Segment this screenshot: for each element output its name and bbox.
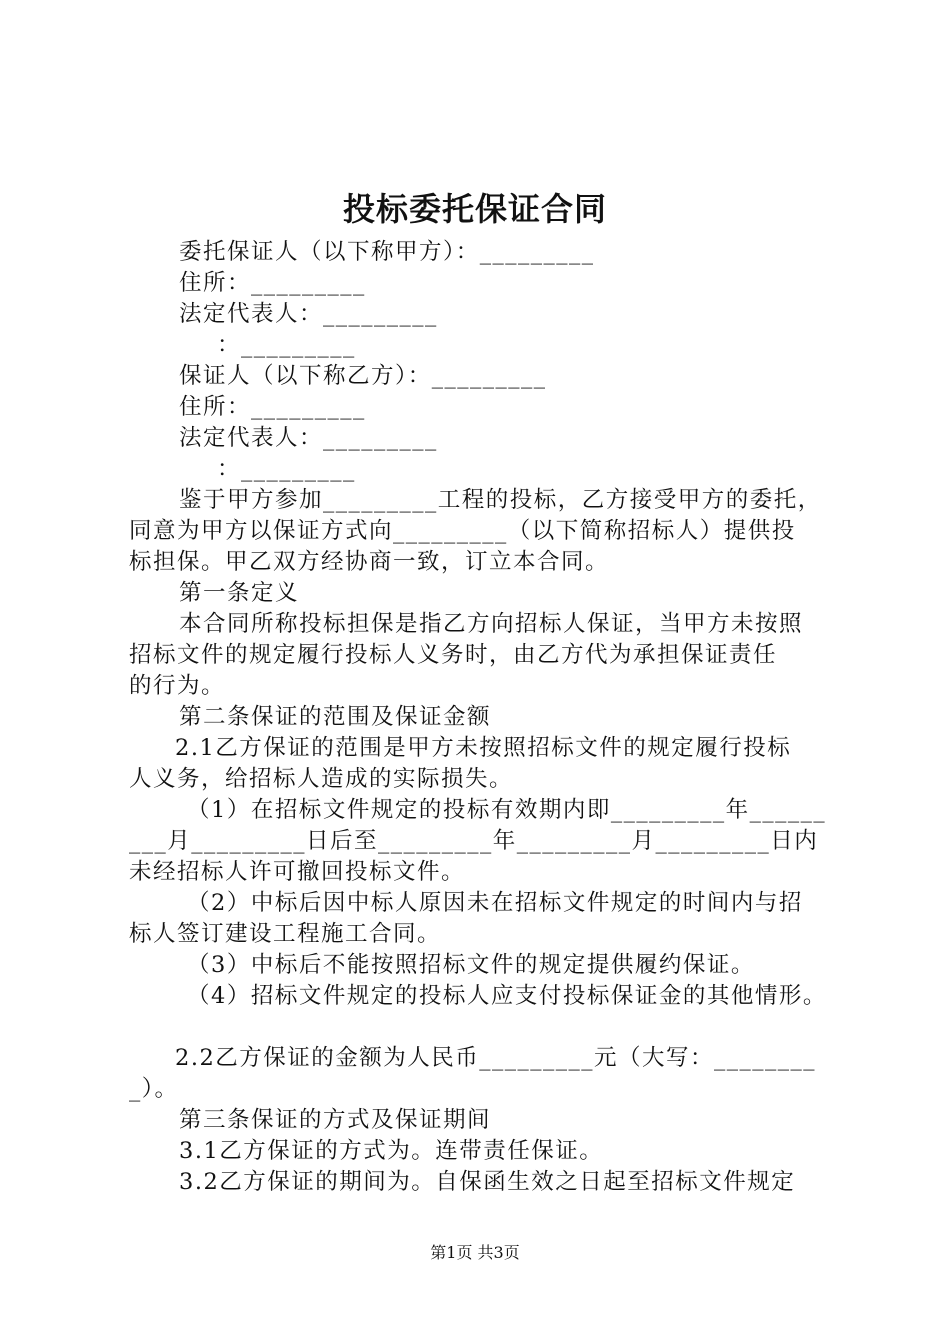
document-title: 投标委托保证合同: [342, 190, 607, 228]
clause-item-line: （3）中标后不能按照招标文件的规定提供履约保证。: [187, 952, 755, 978]
section-heading: 第三条保证的方式及保证期间: [179, 1107, 492, 1133]
blank-line: [129, 1012, 841, 1043]
paragraph-line: 同意为甲方以保证方式向_________（以下简称招标人）提供投: [129, 518, 796, 544]
guarantor-representative-line: 法定代表人：_________: [179, 425, 438, 451]
principal-address-line: 住所：_________: [179, 270, 366, 296]
guarantor-address-line: 住所：_________: [179, 394, 366, 420]
section-heading: 第二条保证的范围及保证金额: [179, 704, 492, 730]
clause-item-line: （2）中标后因中标人原因未在招标文件规定的时间内与招: [187, 890, 803, 916]
principal-representative-line: 法定代表人：_________: [179, 301, 438, 327]
page-number-footer: 第1页 共3页: [430, 1243, 520, 1262]
paragraph-line: _）。: [129, 1076, 179, 1102]
principal-extra-line: ：_________: [217, 332, 356, 358]
principal-line: 委托保证人（以下称甲方）：_________: [179, 239, 595, 265]
paragraph-line: ___月_________日后至_________年_________月_________日内: [129, 828, 819, 854]
guarantor-extra-line: ：_________: [217, 456, 356, 482]
paragraph-line: 人义务，给招标人造成的实际损失。: [129, 766, 514, 792]
clause-line: 3.2乙方保证的期间为。自保函生效之日起至招标文件规定: [179, 1169, 796, 1195]
clause-line: 3.1乙方保证的方式为。连带责任保证。: [179, 1138, 604, 1164]
paragraph-line: 未经招标人许可撤回投标文件。: [129, 859, 466, 885]
clause-item-line: （4）招标文件规定的投标人应支付投标保证金的其他情形。: [187, 983, 827, 1009]
clause-line: 2.2乙方保证的金额为人民币_________元（大写：________: [175, 1045, 817, 1071]
clause-line: 2.1乙方保证的范围是甲方未按照招标文件的规定履行投标: [175, 735, 792, 761]
paragraph-line: 招标文件的规定履行投标人义务时，由乙方代为承担保证责任: [129, 642, 778, 668]
clause-item-line: （1）在招标文件规定的投标有效期内即_________年______: [187, 797, 827, 823]
guarantor-line: 保证人（以下称乙方）：_________: [179, 363, 547, 389]
paragraph-line: 鉴于甲方参加_________工程的投标，乙方接受甲方的委托，: [179, 487, 822, 513]
section-heading: 第一条定义: [179, 580, 300, 606]
document-body: [129, 237, 841, 1198]
paragraph-line: 标人签订建设工程施工合同。: [129, 921, 442, 947]
paragraph-line: 本合同所称投标担保是指乙方向招标人保证，当甲方未按照: [179, 611, 804, 637]
paragraph-line: 的行为。: [129, 673, 226, 699]
paragraph-line: 标担保。甲乙双方经协商一致，订立本合同。: [129, 549, 610, 575]
